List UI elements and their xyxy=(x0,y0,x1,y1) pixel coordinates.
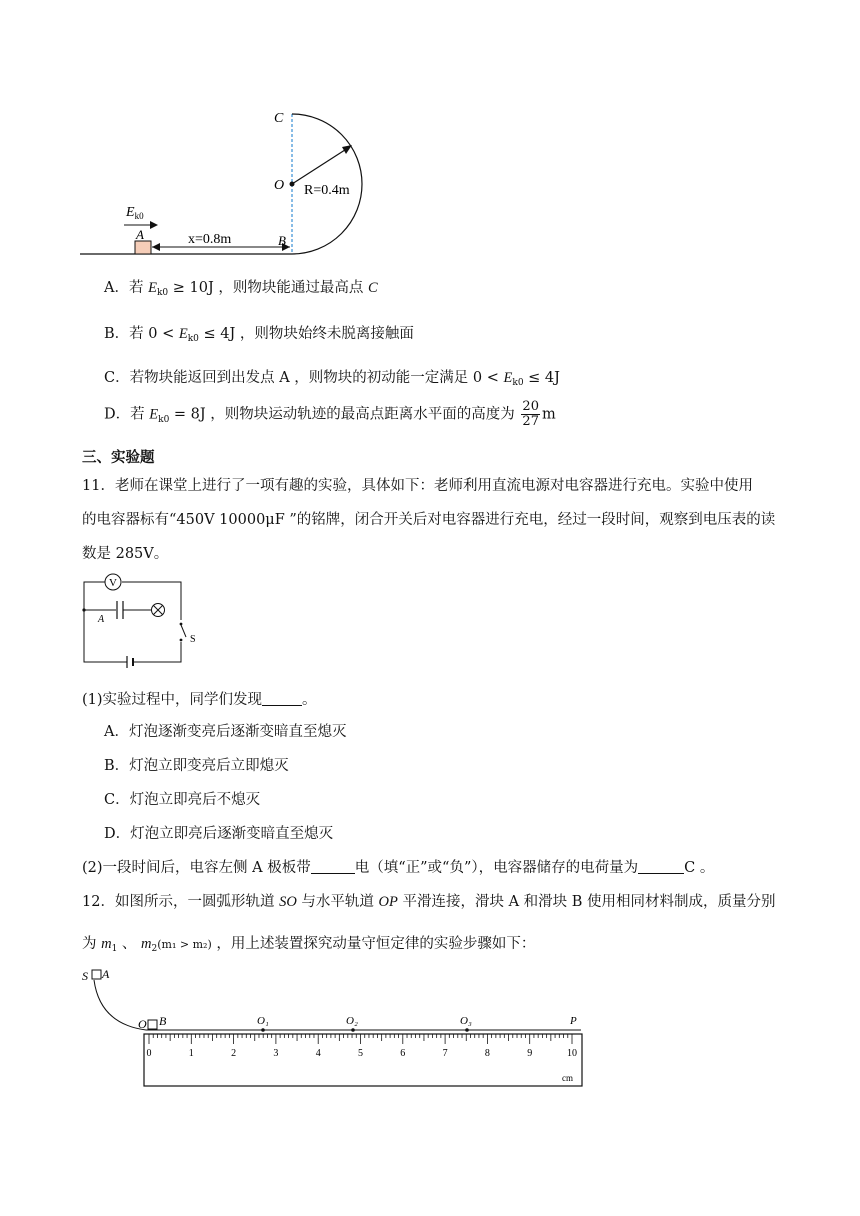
ruler-tick-label: 1 xyxy=(188,1048,194,1059)
figure-track-ruler xyxy=(76,962,596,1092)
label-C: C xyxy=(274,111,284,126)
slider-A xyxy=(92,970,101,979)
label-B-slider: B xyxy=(159,1014,167,1028)
distance-arrowhead-left xyxy=(152,243,160,251)
q11-line-2: 的电容器标有“450V 10000μF ”的铭牌，闭合开关后对电容器进行充电，经过一段时间，观察到电压表的读 xyxy=(82,512,776,528)
ruler-tick-label: 7 xyxy=(442,1048,448,1059)
plate-label-A: A xyxy=(98,614,105,625)
figure-semicircle-track xyxy=(60,100,390,260)
voltmeter-label: V xyxy=(109,577,117,589)
q11-option-b: B．灯泡立即变亮后立即熄灭 xyxy=(104,758,289,774)
q11-line-1: 11．老师在课堂上进行了一项有趣的实验，具体如下：老师利用直流电源对电容器进行充电。实验中使用 xyxy=(82,478,753,494)
ruler-tick-label: 10 xyxy=(567,1048,577,1059)
answer-blank-2[interactable] xyxy=(311,859,355,874)
ruler-tick-label: 9 xyxy=(527,1048,533,1059)
figure-circuit xyxy=(80,570,210,668)
radius-arrowhead xyxy=(342,145,352,154)
q11-sub1: (1)实验过程中，同学们发现 。 xyxy=(82,692,317,708)
label-O2: O₂ xyxy=(346,1015,358,1027)
label-R: R=0.4m xyxy=(304,183,350,198)
label-B: B xyxy=(278,233,286,248)
ek0-arrowhead xyxy=(150,221,158,229)
radius-arrow xyxy=(292,148,348,184)
fraction-20-27: $\frac{20}{27}$ xyxy=(522,399,539,429)
ruler xyxy=(144,1034,582,1086)
q10-option-a: A．若 $E_{k0} \ge 10J$ ，则物块能通过最高点 C xyxy=(104,280,378,298)
q10-option-c: C．若物块能返回到出发点 A ，则物块的初动能一定满足 $0 < E_{k0} \le 4J$ xyxy=(104,370,560,388)
q11-option-d: D．灯泡立即亮后逐渐变暗直至熄灭 xyxy=(104,826,334,842)
label-A-slider: A xyxy=(102,967,110,981)
switch-label: S xyxy=(190,634,196,645)
label-O: O xyxy=(274,178,285,193)
q11-option-c: C．灯泡立即亮后不熄灭 xyxy=(104,792,261,808)
ruler-tick-label: 3 xyxy=(273,1048,279,1059)
q11-sub2: (2)一段时间后，电容左侧 A 极板带 电（填“正”或“负”），电容器储存的电荷量为 C 。 xyxy=(82,860,715,876)
q10-option-b: B．若 $0 < E_{k0} \le 4J$ ，则物块始终未脱离接触面 xyxy=(104,326,414,344)
label-x: x=0.8m xyxy=(188,232,232,247)
answer-blank-1[interactable] xyxy=(262,691,302,706)
q10-option-d: D．若 $E_{k0} = 8J$ ，则物块运动轨迹的最高点距离水平面的高度为 $\frac{20}{27}$ m xyxy=(104,399,556,429)
q12-line-2: 为 $m_1$ 、 $m_2(m_1 > m_2)$ ，用上述装置探究动量守恒定律的实验步骤如下： xyxy=(82,936,536,954)
block-A xyxy=(135,241,151,254)
q11-line-3: 数是 285V。 xyxy=(82,546,169,562)
ruler-unit: cm xyxy=(562,1073,573,1083)
label-Ek0: $E_{k0}$ xyxy=(126,205,144,221)
label-P: P xyxy=(570,1015,577,1027)
ruler-tick-label: 0 xyxy=(146,1048,152,1059)
slider-B xyxy=(148,1020,157,1029)
label-O1: O₁ xyxy=(257,1015,269,1027)
label-O3: O₃ xyxy=(460,1015,472,1027)
ruler-tick-label: 6 xyxy=(400,1048,406,1059)
ruler-tick-label: 8 xyxy=(484,1048,490,1059)
label-S: S xyxy=(82,969,88,983)
label-A: A xyxy=(136,227,144,242)
q12-line-1: 12．如图所示，一圆弧形轨道 SO 与水平轨道 OP 平滑连接，滑块 A 和滑块 B 使用相同材料制成，质量分别 xyxy=(82,894,776,910)
answer-blank-3[interactable] xyxy=(638,859,684,874)
section-title: 三、实验题 xyxy=(82,449,155,466)
ruler-tick-label: 2 xyxy=(231,1048,237,1059)
ruler-tick-label: 4 xyxy=(315,1048,321,1059)
label-O-track: O xyxy=(138,1017,147,1031)
q11-option-a: A．灯泡逐渐变亮后逐渐变暗直至熄灭 xyxy=(104,724,347,740)
ruler-tick-label: 5 xyxy=(358,1048,363,1059)
